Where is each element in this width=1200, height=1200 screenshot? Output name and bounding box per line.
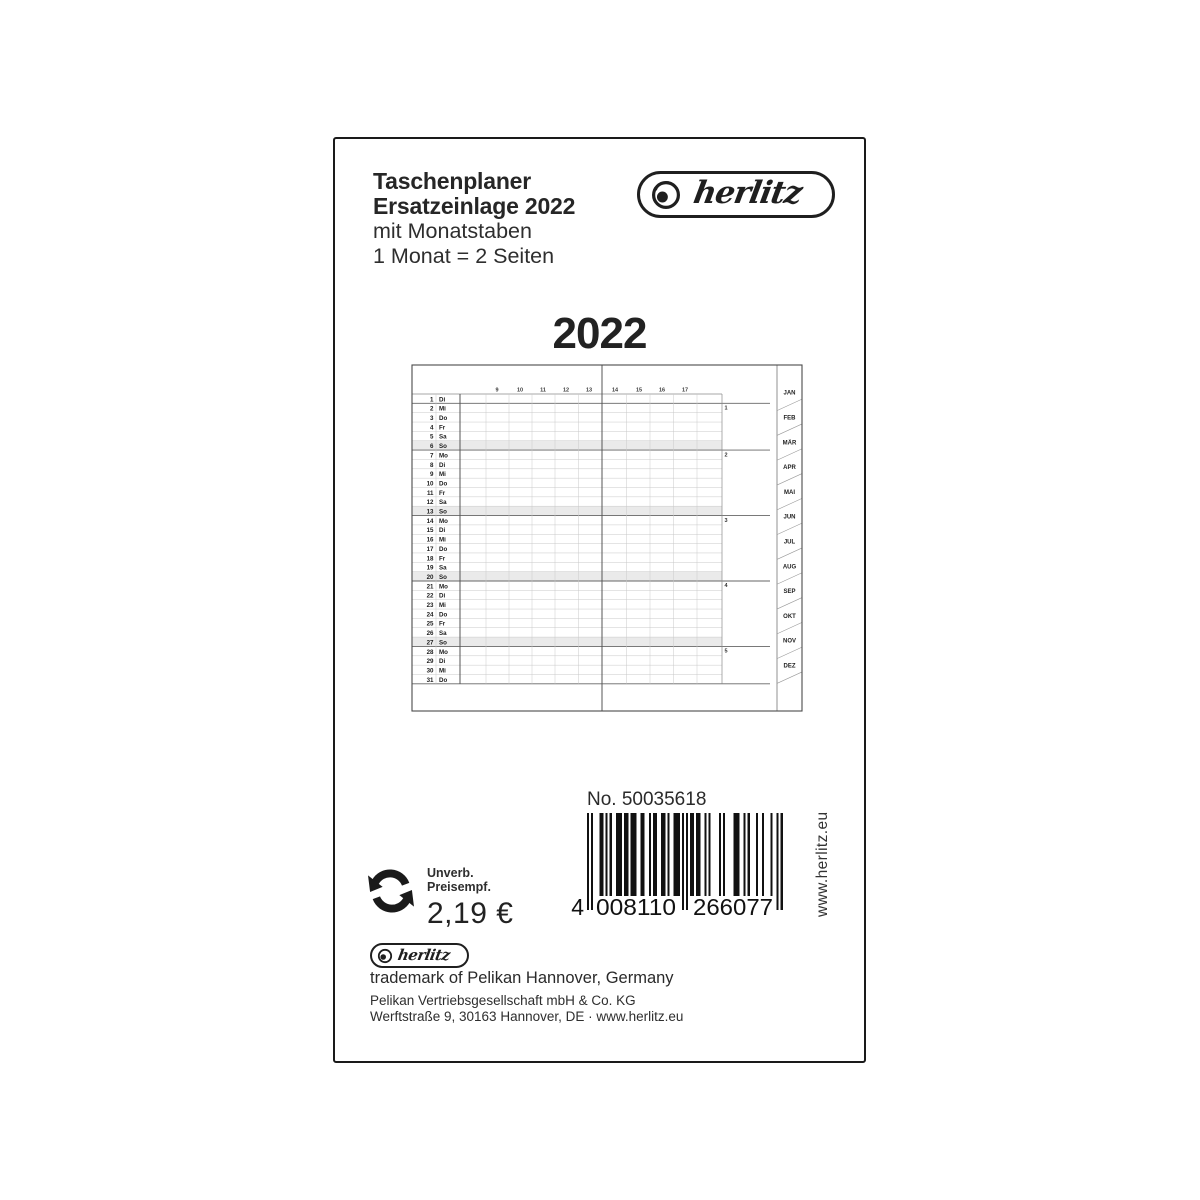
svg-text:29: 29 [426,658,434,666]
svg-text:1: 1 [724,405,728,412]
svg-text:9: 9 [430,471,434,479]
svg-text:25: 25 [426,620,434,628]
svg-text:19: 19 [426,564,434,572]
svg-text:Mo: Mo [439,452,448,460]
article-number: No. 50035618 [587,789,707,810]
svg-text:Mi: Mi [439,405,446,413]
svg-text:4: 4 [724,583,728,590]
svg-text:17: 17 [681,387,689,394]
herlitz-swirl-icon [650,179,682,211]
svg-text:Di: Di [439,461,446,469]
svg-text:14: 14 [611,387,619,394]
svg-text:Do: Do [439,611,448,619]
svg-text:Sa: Sa [439,433,447,441]
svg-text:FEB: FEB [783,415,796,422]
svg-text:9: 9 [495,387,499,394]
svg-text:22: 22 [426,592,434,600]
svg-text:4: 4 [430,424,434,432]
svg-text:JAN: JAN [783,390,796,397]
svg-text:31: 31 [426,676,434,684]
green-dot-recycling-icon [368,868,414,914]
svg-text:12: 12 [562,387,570,394]
ean-barcode [559,810,799,918]
company-name-line: Pelikan Vertriebsgesellschaft mbH & Co. KG [370,993,636,1008]
svg-text:21: 21 [426,583,434,591]
svg-text:24: 24 [426,611,434,619]
svg-text:SEP: SEP [783,589,796,596]
svg-text:So: So [439,639,447,647]
product-title-line2: Ersatzeinlage 2022 [373,193,576,219]
svg-text:6: 6 [430,443,434,451]
svg-text:13: 13 [426,508,434,516]
price-label-line1: Unverb. [427,866,474,880]
svg-text:Mi: Mi [439,471,446,479]
svg-text:MAI: MAI [784,489,795,496]
svg-text:18: 18 [426,555,434,563]
svg-text:3: 3 [430,415,434,422]
company-address-line: Werftstraße 9, 30163 Hannover, DE · www.herlitz.eu [370,1009,684,1024]
svg-text:Sa: Sa [439,499,447,507]
svg-text:27: 27 [426,639,434,647]
svg-text:30: 30 [426,667,434,675]
svg-text:4: 4 [571,894,584,918]
svg-text:16: 16 [426,536,434,544]
svg-text:14: 14 [426,517,434,525]
year-heading: 2022 [552,309,647,358]
svg-text:So: So [439,508,447,516]
svg-text:Mi: Mi [439,602,446,609]
trademark-line: trademark of Pelikan Hannover, Germany [370,969,674,987]
svg-text:Sa: Sa [439,630,447,638]
svg-text:Sa: Sa [439,564,447,572]
svg-text:MÄR: MÄR [782,440,797,447]
svg-text:NOV: NOV [782,638,797,645]
svg-text:15: 15 [635,387,643,394]
svg-text:Di: Di [439,527,446,535]
svg-text:Do: Do [439,676,448,684]
svg-text:JUN: JUN [783,514,796,521]
svg-text:20: 20 [426,573,434,581]
product-title-block [373,169,575,269]
svg-text:28: 28 [426,648,434,656]
svg-text:Fr: Fr [439,424,446,432]
svg-text:5: 5 [430,433,434,441]
svg-text:So: So [439,573,447,581]
product-subtitle-line1: mit Monatstaben [373,219,532,243]
svg-text:7: 7 [430,452,434,460]
calendar-month-preview [407,360,809,716]
svg-text:AUG: AUG [782,564,797,571]
price-label-line2: Preisempf. [427,880,491,894]
website-vertical-text: www.herlitz.eu [814,811,831,917]
herlitz-logo-text: herlitz [690,174,805,211]
svg-text:APR: APR [783,465,796,472]
svg-text:16: 16 [658,387,666,394]
svg-text:13: 13 [585,387,593,394]
svg-text:266077: 266077 [693,894,773,918]
svg-text:Fr: Fr [439,555,446,563]
svg-text:Do: Do [439,415,448,422]
svg-text:10: 10 [426,480,434,488]
svg-text:Fr: Fr [439,620,446,628]
svg-text:Di: Di [439,658,446,666]
svg-text:Mi: Mi [439,536,446,544]
svg-text:17: 17 [426,545,434,553]
svg-text:10: 10 [516,387,524,394]
svg-text:Mo: Mo [439,648,448,656]
svg-text:JUL: JUL [783,539,796,546]
price-value: 2,19 € [427,897,514,930]
svg-text:2: 2 [430,405,434,413]
svg-text:Mo: Mo [439,517,448,525]
packaging-card [333,137,866,1063]
svg-text:12: 12 [426,499,434,507]
svg-text:3: 3 [724,517,728,524]
herlitz-swirl-icon-small [377,948,393,964]
price-block [427,866,513,931]
svg-text:Di: Di [439,396,446,404]
svg-text:15: 15 [426,527,434,535]
svg-text:008110: 008110 [596,894,676,918]
svg-text:23: 23 [426,602,434,609]
svg-text:8: 8 [430,461,434,469]
herlitz-logo [637,171,835,218]
svg-text:1: 1 [430,396,434,404]
svg-text:Di: Di [439,592,446,600]
svg-text:5: 5 [724,648,728,655]
svg-text:DEZ: DEZ [783,663,796,670]
herlitz-logo-small-text: herlitz [396,945,452,964]
svg-text:2: 2 [724,452,728,459]
product-subtitle-line2: 1 Monat = 2 Seiten [373,244,555,268]
product-title-line1: Taschenplaner [373,168,532,194]
svg-text:Mo: Mo [439,583,448,591]
svg-text:26: 26 [426,630,434,638]
svg-text:11: 11 [426,489,434,497]
svg-text:Do: Do [439,480,448,488]
svg-text:So: So [439,443,447,451]
svg-text:Do: Do [439,545,448,553]
svg-text:Mi: Mi [439,667,446,675]
svg-text:Fr: Fr [439,489,446,497]
svg-text:11: 11 [540,387,546,394]
svg-text:OKT: OKT [783,613,796,620]
herlitz-logo-small [370,943,469,968]
